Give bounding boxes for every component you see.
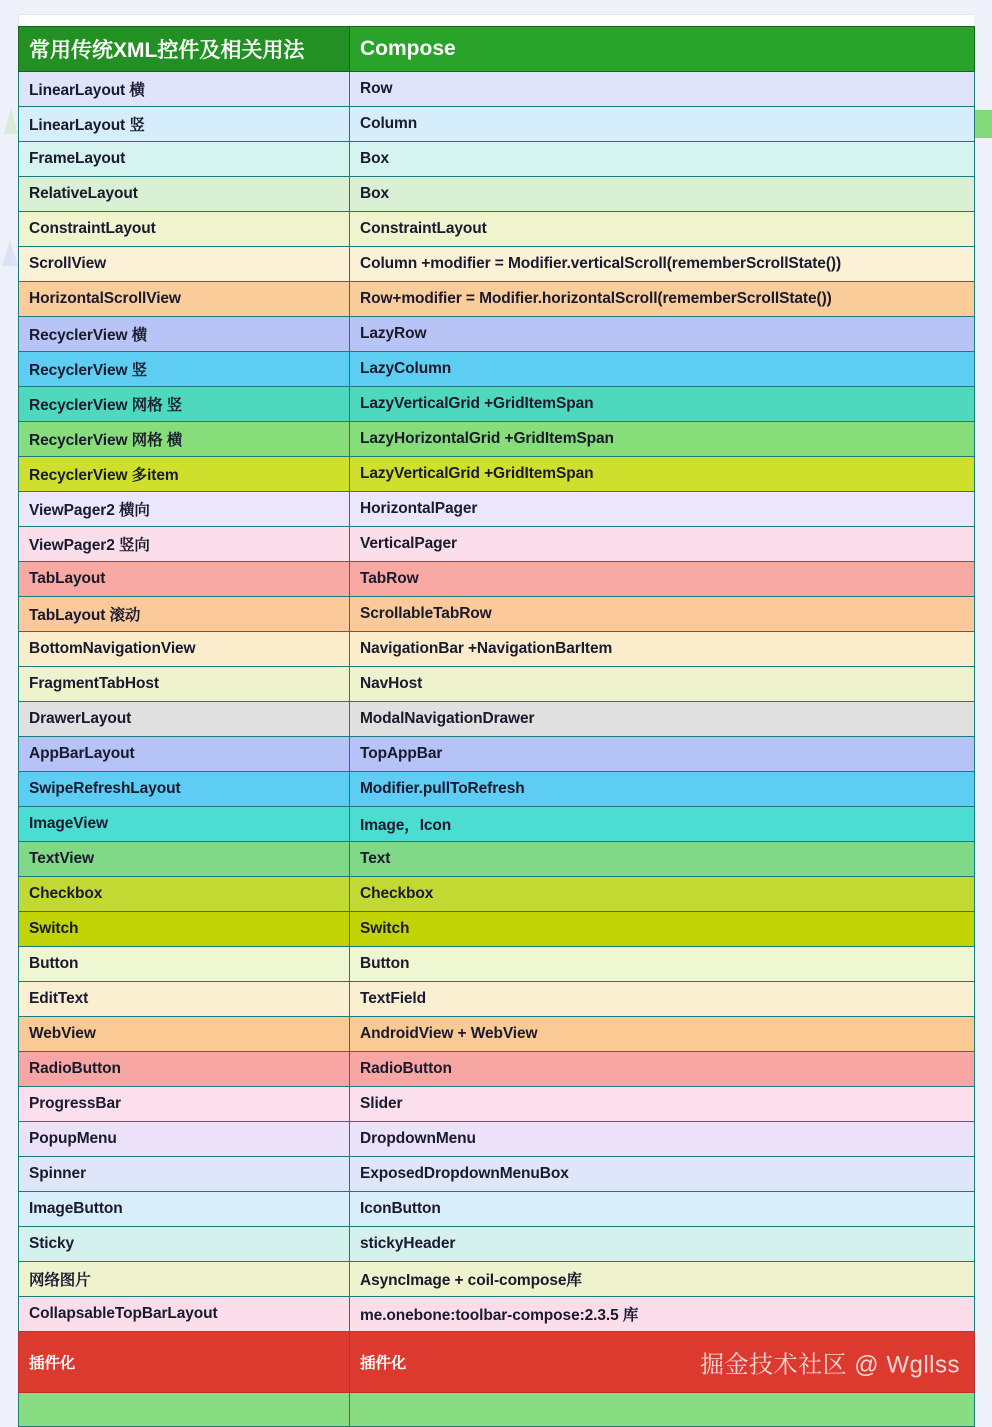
cell-compose-equivalent: ConstraintLayout — [350, 212, 975, 247]
cell-xml-widget: RecyclerView 网格 竖 — [19, 387, 350, 422]
table-row — [19, 527, 975, 562]
cell-xml-widget: ProgressBar — [19, 1087, 350, 1122]
cell-xml-widget — [19, 1393, 350, 1427]
cell-compose-equivalent: Button — [350, 947, 975, 982]
decorative-shape-left-green — [4, 108, 18, 134]
cell-compose-equivalent: Slider — [350, 1087, 975, 1122]
cell-compose-equivalent: TabRow — [350, 562, 975, 597]
table-row — [19, 387, 975, 422]
table-row — [19, 107, 975, 142]
decorative-shape-right-green — [972, 110, 992, 138]
table-row — [19, 212, 975, 247]
table-row — [19, 1157, 975, 1192]
table-row — [19, 177, 975, 212]
cell-compose-equivalent: TextField — [350, 982, 975, 1017]
table-row — [19, 282, 975, 317]
cell-compose-equivalent: Column — [350, 107, 975, 142]
cell-compose-equivalent: RadioButton — [350, 1052, 975, 1087]
table-row — [19, 352, 975, 387]
table-row — [19, 1192, 975, 1227]
cell-xml-widget: RecyclerView 竖 — [19, 352, 350, 387]
cell-compose-equivalent: VerticalPager — [350, 527, 975, 562]
decorative-shape-left-blue — [2, 240, 18, 266]
cell-compose-equivalent: AndroidView + WebView — [350, 1017, 975, 1052]
table-row — [19, 562, 975, 597]
cell-xml-widget: EditText — [19, 982, 350, 1017]
cell-compose-equivalent: ModalNavigationDrawer — [350, 702, 975, 737]
cell-compose-equivalent: IconButton — [350, 1192, 975, 1227]
cell-xml-widget: SwipeRefreshLayout — [19, 772, 350, 807]
watermark-attribution: 掘金技术社区 @ Wgllss — [700, 1351, 960, 1379]
cell-xml-widget: RecyclerView 网格 横 — [19, 422, 350, 457]
table-row — [19, 317, 975, 352]
cell-compose-equivalent: HorizontalPager — [350, 492, 975, 527]
cell-compose-equivalent: NavigationBar +NavigationBarItem — [350, 632, 975, 667]
cell-compose-equivalent: LazyHorizontalGrid +GridItemSpan — [350, 422, 975, 457]
column-header-compose: Compose — [350, 27, 975, 72]
table-row — [19, 1017, 975, 1052]
cell-xml-widget: RecyclerView 横 — [19, 317, 350, 352]
table-row — [19, 1332, 975, 1393]
cell-compose-equivalent: DropdownMenu — [350, 1122, 975, 1157]
table-row — [19, 1052, 975, 1087]
cell-xml-widget: HorizontalScrollView — [19, 282, 350, 317]
cell-xml-widget: Spinner — [19, 1157, 350, 1192]
cell-compose-equivalent: Checkbox — [350, 877, 975, 912]
cell-xml-widget: 网络图片 — [19, 1262, 350, 1297]
cell-compose-equivalent: Row — [350, 72, 975, 107]
table-row — [19, 982, 975, 1017]
cell-compose-equivalent: LazyColumn — [350, 352, 975, 387]
table-row — [19, 1122, 975, 1157]
cell-xml-widget: ImageView — [19, 807, 350, 842]
cell-xml-widget: WebView — [19, 1017, 350, 1052]
cell-xml-widget: Checkbox — [19, 877, 350, 912]
cell-xml-widget: 插件化 — [19, 1332, 350, 1393]
table-row — [19, 842, 975, 877]
table-row — [19, 772, 975, 807]
table-row — [19, 247, 975, 282]
table-row — [19, 737, 975, 772]
cell-xml-widget: LinearLayout 竖 — [19, 107, 350, 142]
cell-compose-equivalent: stickyHeader — [350, 1227, 975, 1262]
cell-compose-equivalent: Box — [350, 142, 975, 177]
cell-compose-equivalent: Column +modifier = Modifier.verticalScroll(rememberScrollState()) — [350, 247, 975, 282]
cell-xml-widget: TabLayout 滚动 — [19, 597, 350, 632]
cell-compose-equivalent: Image，Icon — [350, 807, 975, 842]
cell-compose-equivalent: Text — [350, 842, 975, 877]
table-row — [19, 597, 975, 632]
cell-compose-equivalent: LazyVerticalGrid +GridItemSpan — [350, 387, 975, 422]
table-row — [19, 667, 975, 702]
cell-compose-equivalent: ScrollableTabRow — [350, 597, 975, 632]
table-row — [19, 457, 975, 492]
cell-xml-widget: ViewPager2 横向 — [19, 492, 350, 527]
table-row — [19, 912, 975, 947]
cell-xml-widget: BottomNavigationView — [19, 632, 350, 667]
table-header — [19, 27, 975, 72]
cell-xml-widget: Button — [19, 947, 350, 982]
cell-compose-equivalent: Box — [350, 177, 975, 212]
table-row — [19, 1087, 975, 1122]
table-row — [19, 1297, 975, 1332]
cell-compose-equivalent — [350, 1393, 975, 1427]
cell-xml-widget: ScrollView — [19, 247, 350, 282]
cell-compose-equivalent: LazyVerticalGrid +GridItemSpan — [350, 457, 975, 492]
cell-xml-widget: FrameLayout — [19, 142, 350, 177]
table-row — [19, 142, 975, 177]
table-row — [19, 1227, 975, 1262]
cell-xml-widget: Switch — [19, 912, 350, 947]
xml-to-compose-mapping-table — [18, 26, 975, 1427]
table-row — [19, 72, 975, 107]
cell-xml-widget: RelativeLayout — [19, 177, 350, 212]
table-body — [19, 72, 975, 1427]
cell-compose-equivalent: LazyRow — [350, 317, 975, 352]
cell-xml-widget: ConstraintLayout — [19, 212, 350, 247]
cell-xml-widget: TextView — [19, 842, 350, 877]
cell-xml-widget: RadioButton — [19, 1052, 350, 1087]
cell-compose-equivalent: ExposedDropdownMenuBox — [350, 1157, 975, 1192]
cell-compose-equivalent: Row+modifier = Modifier.horizontalScroll(rememberScrollState()) — [350, 282, 975, 317]
table-row — [19, 492, 975, 527]
cell-xml-widget: ImageButton — [19, 1192, 350, 1227]
table-row — [19, 1393, 975, 1427]
cell-xml-widget: ViewPager2 竖向 — [19, 527, 350, 562]
table-row — [19, 702, 975, 737]
cell-compose-equivalent: Switch — [350, 912, 975, 947]
cell-xml-widget: FragmentTabHost — [19, 667, 350, 702]
cell-compose-equivalent: 插件化 掘金技术社区 @ Wgllss — [350, 1332, 975, 1393]
cell-xml-widget: AppBarLayout — [19, 737, 350, 772]
cell-xml-widget: LinearLayout 横 — [19, 72, 350, 107]
header-row — [19, 27, 975, 72]
table-row — [19, 1262, 975, 1297]
cell-xml-widget: Sticky — [19, 1227, 350, 1262]
column-header-xml: 常用传统XML控件及相关用法 — [19, 27, 350, 72]
table-row — [19, 877, 975, 912]
table-row — [19, 947, 975, 982]
cell-compose-equivalent: Modifier.pullToRefresh — [350, 772, 975, 807]
cell-compose-equivalent: me.onebone:toolbar-compose:2.3.5 库 — [350, 1297, 975, 1332]
table-row — [19, 632, 975, 667]
cell-xml-widget: DrawerLayout — [19, 702, 350, 737]
cell-compose-equivalent: AsyncImage + coil-compose库 — [350, 1262, 975, 1297]
cell-xml-widget: PopupMenu — [19, 1122, 350, 1157]
cell-xml-widget: RecyclerView 多item — [19, 457, 350, 492]
cell-xml-widget: TabLayout — [19, 562, 350, 597]
cell-compose-equivalent: NavHost — [350, 667, 975, 702]
table-row — [19, 422, 975, 457]
cell-xml-widget: CollapsableTopBarLayout — [19, 1297, 350, 1332]
table-row — [19, 807, 975, 842]
cell-compose-equivalent: TopAppBar — [350, 737, 975, 772]
